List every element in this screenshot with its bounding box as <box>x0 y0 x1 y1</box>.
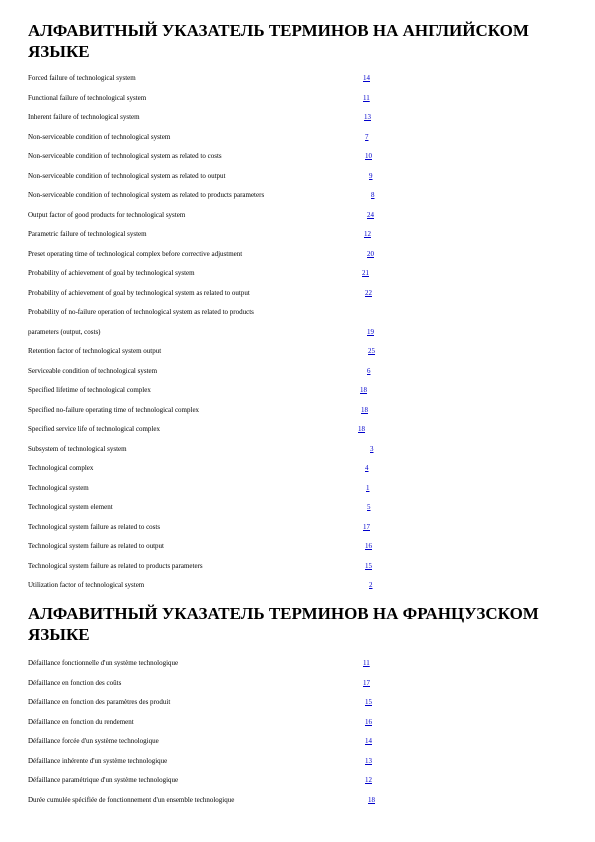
index-entry <box>28 364 588 384</box>
section-title-french <box>28 603 578 645</box>
index-entry <box>28 578 588 598</box>
entry-page-link[interactable]: 11 <box>363 659 370 667</box>
entry-page-link[interactable]: 20 <box>367 249 374 258</box>
index-entry <box>28 305 588 325</box>
entry-term: Preset operating time of technological complex before corrective adjustment <box>28 249 243 258</box>
entry-page-link[interactable]: 13 <box>364 113 371 121</box>
entry-term: Technological system failure as related to products parameters <box>28 561 203 570</box>
index-entry <box>28 656 588 676</box>
entry-term: Non-serviceable condition of technological system as related to costs <box>28 152 222 160</box>
index-entry <box>28 325 588 345</box>
entry-page-link[interactable]: 21 <box>362 269 369 277</box>
index-entry <box>28 227 588 247</box>
entry-term: Functional failure of technological system <box>28 93 147 102</box>
section-title-line1: АЛФАВИТНЫЙ УКАЗАТЕЛЬ ТЕРМИНОВ НА АНГЛИЙСКОМ <box>28 21 529 40</box>
index-entry <box>28 130 588 150</box>
entry-term: Technological system element <box>28 503 113 511</box>
entry-term: Défaillance en fonction des coûts <box>28 678 122 687</box>
entry-page-link[interactable]: 14 <box>363 74 370 82</box>
index-entry <box>28 91 588 111</box>
index-entry <box>28 266 588 286</box>
entry-page-link[interactable]: 11 <box>363 93 370 102</box>
entry-term: Technological system failure as related to costs <box>28 522 161 531</box>
entry-term: Utilization factor of technological system <box>28 581 145 589</box>
entry-term: Défaillance inhérente d'un système technologique <box>28 756 168 765</box>
entry-term: Retention factor of technological system output <box>28 347 162 355</box>
entry-term: Probability of no-failure operation of technological system as related to products <box>28 308 254 316</box>
entry-page-link[interactable]: 6 <box>367 366 371 375</box>
entry-term: parameters (output, costs) <box>28 327 101 336</box>
entry-page-link[interactable]: 10 <box>365 152 372 160</box>
index-entry <box>28 500 588 520</box>
entry-page-link[interactable]: 16 <box>365 717 372 726</box>
entry-page-link[interactable]: 2 <box>369 581 373 589</box>
index-entry <box>28 403 588 423</box>
entry-term: Durée cumulée spécifiée de fonctionnement d'un ensemble technologique <box>28 795 235 804</box>
entry-page-link[interactable]: 18 <box>360 386 367 394</box>
index-entry <box>28 539 588 559</box>
entry-term: Subsystem of technological system <box>28 444 127 453</box>
index-entry <box>28 71 588 91</box>
entry-page-link[interactable]: 4 <box>365 464 369 472</box>
entry-term: Specified no-failure operating time of technological complex <box>28 405 200 414</box>
index-entry <box>28 149 588 169</box>
entry-term: Technological system failure as related to output <box>28 542 164 550</box>
index-entry <box>28 442 588 462</box>
entry-term: Défaillance paramétrique d'un système technologique <box>28 776 179 784</box>
entry-term: Technological system <box>28 483 89 492</box>
index-entry <box>28 520 588 540</box>
term-index-english <box>28 71 588 598</box>
entry-term: Défaillance en fonction des paramètres des produit <box>28 698 171 706</box>
entry-page-link[interactable]: 7 <box>365 132 369 141</box>
entry-page-link[interactable]: 18 <box>358 425 365 433</box>
index-entry <box>28 169 588 189</box>
entry-page-link[interactable]: 22 <box>365 288 372 297</box>
index-entry <box>28 461 588 481</box>
index-entry <box>28 422 588 442</box>
section-title-line2: ЯЗЫКЕ <box>28 42 90 61</box>
entry-page-link[interactable]: 25 <box>368 347 375 355</box>
entry-term: Inherent failure of technological system <box>28 113 140 121</box>
entry-page-link[interactable]: 17 <box>363 678 370 687</box>
entry-term: Forced failure of technological system <box>28 74 136 82</box>
entry-page-link[interactable]: 3 <box>370 444 374 453</box>
entry-term: Non-serviceable condition of technological system as related to products parameters <box>28 191 265 199</box>
entry-page-link[interactable]: 5 <box>367 503 371 511</box>
index-entry <box>28 344 588 364</box>
entry-term: Défaillance en fonction du rendement <box>28 717 134 726</box>
entry-page-link[interactable]: 12 <box>364 230 371 238</box>
entry-page-link[interactable]: 8 <box>371 191 375 199</box>
index-entry <box>28 247 588 267</box>
entry-term: Output factor of good products for technological system <box>28 210 186 219</box>
entry-page-link[interactable]: 18 <box>361 405 368 414</box>
entry-page-link[interactable]: 1 <box>366 483 370 492</box>
entry-page-link[interactable]: 24 <box>367 210 374 219</box>
index-entry <box>28 110 588 130</box>
entry-term: Non-serviceable condition of technological system as related to output <box>28 171 226 180</box>
index-entry <box>28 734 588 754</box>
entry-term: Probability of achievement of goal by technological system <box>28 269 195 277</box>
entry-page-link[interactable]: 17 <box>363 522 370 531</box>
term-index-french <box>28 656 588 812</box>
entry-term: Serviceable condition of technological system <box>28 366 158 375</box>
index-entry <box>28 715 588 735</box>
entry-term: Non-serviceable condition of technological system <box>28 132 171 141</box>
index-entry <box>28 383 588 403</box>
index-entry <box>28 773 588 793</box>
index-entry <box>28 188 588 208</box>
entry-term: Défaillance fonctionnelle d'un système technologique <box>28 659 179 667</box>
entry-page-link[interactable]: 13 <box>365 756 372 765</box>
section-title-english <box>28 20 578 62</box>
entry-term: Probability of achievement of goal by technological system as related to output <box>28 288 250 297</box>
entry-term: Specified lifetime of technological complex <box>28 386 151 394</box>
entry-page-link[interactable]: 12 <box>365 776 372 784</box>
entry-term: Specified service life of technological complex <box>28 425 160 433</box>
index-entry <box>28 208 588 228</box>
index-entry <box>28 481 588 501</box>
entry-page-link[interactable]: 18 <box>368 795 375 804</box>
entry-term: Parametric failure of technological system <box>28 230 147 238</box>
entry-page-link[interactable]: 14 <box>365 737 372 745</box>
index-entry <box>28 559 588 579</box>
entry-page-link[interactable]: 16 <box>365 542 372 550</box>
entry-page-link[interactable]: 9 <box>369 171 373 180</box>
entry-term: Défaillance forcée d'un système technologique <box>28 737 159 745</box>
index-entry <box>28 754 588 774</box>
entry-page-link[interactable]: 15 <box>365 561 372 570</box>
section-title-line2: ЯЗЫКЕ <box>28 625 90 644</box>
index-entry <box>28 286 588 306</box>
index-entry <box>28 695 588 715</box>
index-entry <box>28 676 588 696</box>
entry-term: Technological complex <box>28 464 94 472</box>
index-entry <box>28 793 588 813</box>
entry-page-link[interactable]: 15 <box>365 698 372 706</box>
entry-page-link[interactable]: 19 <box>367 327 374 336</box>
section-title-line1: АЛФАВИТНЫЙ УКАЗАТЕЛЬ ТЕРМИНОВ НА ФРАНЦУЗСКОМ <box>28 604 539 623</box>
